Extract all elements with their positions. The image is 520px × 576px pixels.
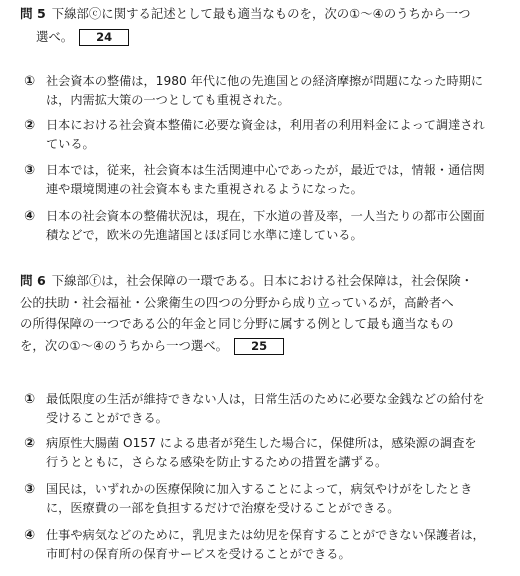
option-number: ④	[24, 528, 36, 543]
option-item[interactable]	[24, 161, 488, 199]
option-item[interactable]	[24, 480, 488, 518]
question-5	[20, 5, 500, 46]
answer-box[interactable]: 25	[234, 338, 284, 355]
question-stem-line: の所得保障の一つである公的年金と同じ分野に属する例として最も適当なもの	[20, 316, 454, 331]
option-text: 国民は，いずれかの医療保険に加入することによって，病気やけがをしたときに，医療費の一部を負担するだけで治療を受けることができる。	[46, 482, 473, 515]
option-text: 日本の社会資本の整備状況は，現在，下水道の普及率，一人当たりの都市公園面積などで，欧米の先進諸国とほぼ同じ水準に達している。	[46, 209, 485, 242]
question-stem-end: を，次の①～④のうちから一つ選べ。	[20, 337, 229, 353]
answer-box[interactable]: 24	[79, 29, 129, 46]
question-6	[20, 272, 500, 355]
option-number: ①	[24, 392, 36, 407]
option-text: 日本では，従来，社会資本は生活関連中心であったが，最近では，情報・通信関連や環境関連の社会資本もまた重視されるようになった。	[46, 163, 485, 196]
option-item[interactable]	[24, 390, 488, 428]
option-number: ③	[24, 163, 36, 178]
question-stem-line: 公的扶助・社会福祉・公衆衛生の四つの分野から成り立っているが，高齢者へ	[20, 294, 454, 310]
option-number: ②	[24, 436, 36, 451]
option-number: ①	[24, 74, 36, 89]
option-text: 最低限度の生活が維持できない人は，日常生活のために必要な金銭などの給付を受けることができる。	[46, 392, 485, 425]
option-item[interactable]	[24, 72, 488, 110]
option-text: 日本における社会資本整備に必要な資金は，利用者の利用料金によって調達されている。	[46, 118, 485, 151]
question-stem-line: 下線部ⓕは，社会保障の一環である。日本における社会保障は，社会保険・	[51, 273, 474, 288]
option-number: ③	[24, 482, 36, 497]
option-item[interactable]	[24, 434, 488, 472]
question-number: 問 6	[20, 273, 46, 288]
option-item[interactable]	[24, 526, 488, 564]
question-number: 問 5	[20, 6, 46, 21]
option-item[interactable]	[24, 207, 488, 245]
option-text: 社会資本の整備は，1980 年代に他の先進国との経済摩擦が問題になった時期には，内需拡大策の一つとしても重視された。	[46, 74, 484, 107]
option-number: ④	[24, 209, 36, 224]
option-number: ②	[24, 118, 36, 133]
question-stem-end: 選べ。	[36, 28, 74, 44]
option-text: 仕事や病気などのために，乳児または幼児を保育することができない保護者は，市町村の保育所の保育サービスを受けることができる。	[46, 528, 485, 561]
option-text: 病原性大腸菌 O157 による患者が発生した場合に，保健所は，感染源の調査を行うとともに，さらなる感染を防止するための措置を講ずる。	[46, 436, 477, 469]
option-item[interactable]	[24, 116, 488, 154]
question-stem: 下線部ⓒに関する記述として最も適当なものを，次の①～④のうちから一つ	[51, 6, 471, 21]
